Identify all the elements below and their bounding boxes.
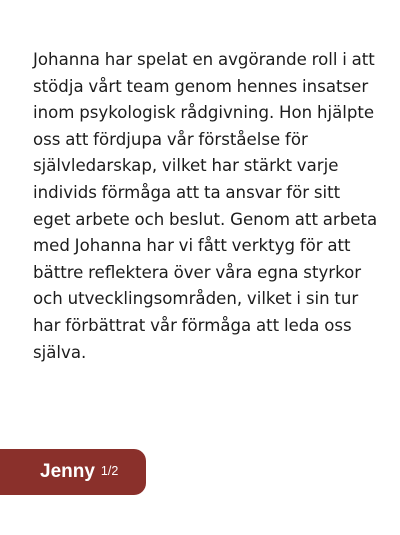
author-tab[interactable] (0, 449, 146, 495)
author-name: Jenny (40, 461, 95, 482)
page-indicator: 1/2 (100, 464, 119, 478)
testimonial-text: Johanna har spelat en avgörande roll i att stödja vårt team genom hennes insatser inom psykologisk rådgivning. Hon hjälpte oss att fördjupa vår förståelse för självledarskap, vilket har stärkt varje individs förmåga att ta ansvar för sitt eget arbete och beslut. Genom att arbeta med Johanna har vi fått verktyg för att bättre reflektera över våra egna styrkor och utvecklingsområden, vilket i sin tur har förbättrat vår förmåga att leda oss själva. (33, 50, 378, 362)
